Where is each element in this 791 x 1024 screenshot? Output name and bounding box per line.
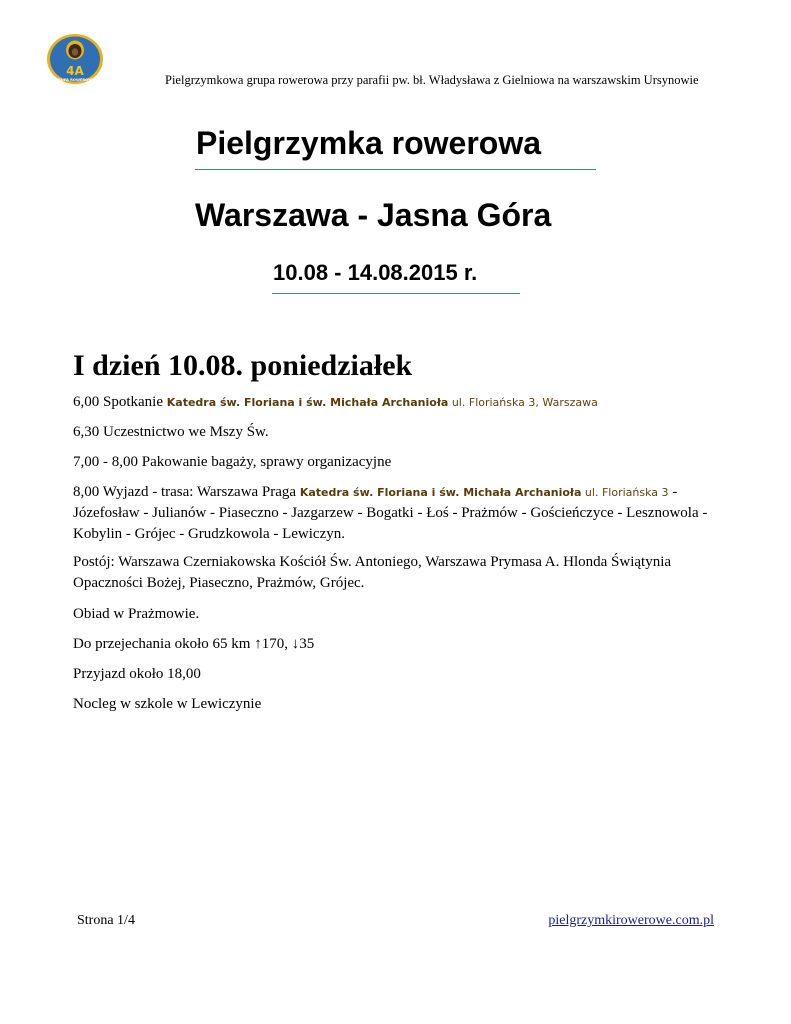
dates-underline (272, 293, 520, 294)
date-range: 10.08 - 14.08.2015 r. (273, 260, 478, 285)
route-church-name: Katedra św. Floriana i św. Michała Archanioła (299, 486, 582, 499)
lunch-line: Obiad w Prażmowie. (73, 606, 200, 622)
schedule-line-7 (73, 634, 718, 655)
schedule-line-5 (73, 552, 718, 594)
schedule-line-2 (73, 422, 718, 443)
church-address: ul. Floriańska 3, Warszawa (448, 396, 598, 409)
arrival-line: Przyjazd około 18,00 (73, 666, 201, 682)
schedule-line-9 (73, 694, 718, 715)
distance-line: Do przejechania około 65 km ↑170, ↓35 (73, 636, 315, 652)
header-text: Pielgrzymkowa grupa rowerowa przy parafii pw. bł. Władysława z Gielniowa na warszawskim Ursynowie (165, 73, 699, 87)
logo (46, 33, 104, 85)
day-heading: I dzień 10.08. poniedziałek (73, 349, 413, 382)
schedule-line-3 (73, 452, 718, 473)
church-name: Katedra św. Floriana i św. Michała Archanioła (166, 396, 449, 409)
page-title: Pielgrzymka rowerowa (196, 125, 542, 161)
route-stops: - Józefosław - Julianów - Piaseczno - Jazgarzew - Bogatki - Łoś - Prażmów - Gościeńczyce - Lesznowola - Kobylin - Grójec - Grudzkowola - Lewiczyn. (73, 484, 708, 542)
title-underline (195, 169, 596, 170)
route-prefix: 8,00 Wyjazd - trasa: Warszawa Praga (73, 484, 300, 500)
packing-line: 7,00 - 8,00 Pakowanie bagaży, sprawy organizacyjne (73, 454, 392, 470)
logo-text: 4A (66, 64, 84, 78)
schedule-line-8 (73, 664, 718, 685)
mass-line: 6,30 Uczestnictwo we Mszy Św. (73, 424, 269, 440)
time-meeting: 6,00 Spotkanie (73, 394, 167, 410)
schedule-line-4 (73, 482, 718, 545)
logo-subtext: GRUPA ROWEROWA (55, 78, 95, 82)
schedule-line-1 (73, 392, 718, 413)
page-subtitle: Warszawa - Jasna Góra (195, 197, 552, 233)
stops-line: Postój: Warszawa Czerniakowska Kościół Św. Antoniego, Warszawa Prymasa A. Hlonda Świątynia Opaczności Bożej, Piaseczno, Prażmów, Grójec. (73, 554, 672, 591)
schedule-line-6 (73, 604, 718, 625)
route-church-address: ul. Floriańska 3 (581, 486, 669, 499)
website-link[interactable]: pielgrzymkirowerowe.com.pl (548, 913, 714, 928)
page-number: Strona 1/4 (77, 913, 135, 928)
overnight-line: Nocleg w szkole w Lewiczynie (73, 696, 262, 712)
